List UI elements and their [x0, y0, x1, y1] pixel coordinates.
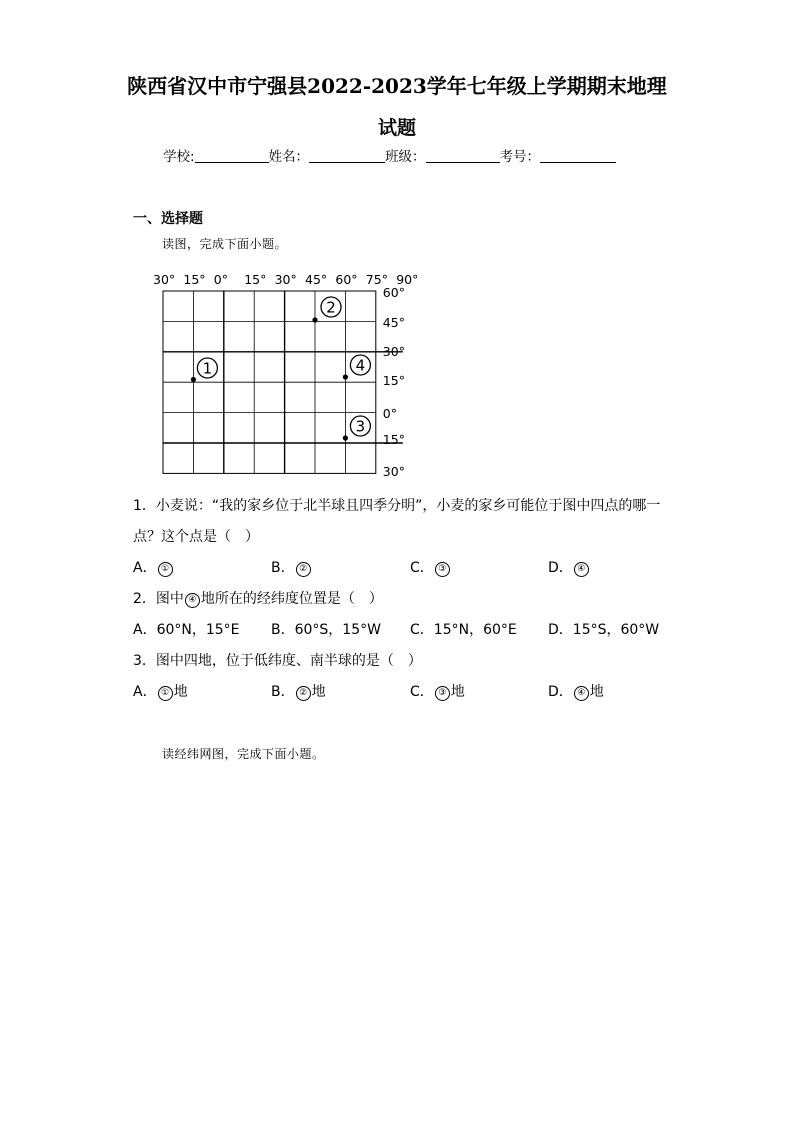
q2-option-c[interactable]: C．15°N，60°E — [410, 622, 517, 638]
lat-lon-grid-figure — [150, 268, 440, 483]
school-blank[interactable] — [195, 148, 269, 163]
question-2: 2．图中 ④ 地所在的经纬度位置是（ ） — [133, 591, 383, 607]
latitude-label: 45° — [382, 315, 405, 330]
name-blank[interactable] — [309, 148, 385, 163]
point-dot-3 — [343, 435, 348, 440]
q1-option-a[interactable]: A． ① — [133, 557, 174, 577]
school-label: 学校: — [163, 149, 195, 165]
point-dot-2 — [312, 317, 317, 322]
question-1-line1: 1．小麦说：“我的家乡位于北半球且四季分明”，小麦的家乡可能位于图中四点的哪一 — [133, 498, 661, 514]
longitude-label: 75° — [365, 272, 388, 287]
longitude-label: 30° — [153, 272, 176, 287]
q3-option-b[interactable]: B． ② 地 — [271, 684, 326, 700]
question-1-line2: 点？这个点是（ ） — [133, 529, 259, 545]
point-label-1: 1 — [202, 359, 213, 378]
point-label-4: 4 — [355, 356, 366, 375]
instruction-1: 读图，完成下面小题。 — [162, 237, 288, 251]
longitude-label: 0° — [213, 272, 229, 287]
q2-option-d[interactable]: D．15°S，60°W — [548, 622, 660, 638]
longitude-label: 15° — [183, 272, 206, 287]
longitude-label: 90° — [396, 272, 419, 287]
point-dot-4 — [343, 374, 348, 379]
latitude-label: 15° — [382, 373, 405, 388]
question-3: 3．图中四地，位于低纬度、南半球的是（ ） — [133, 653, 422, 669]
latitude-label: 0° — [382, 406, 398, 421]
q1-option-c[interactable]: C． ③ — [410, 557, 451, 577]
q3-option-c[interactable]: C． ③ 地 — [410, 684, 465, 700]
name-label: 姓名： — [268, 149, 310, 165]
q1-option-d[interactable]: D． ④ — [548, 557, 590, 577]
q2-option-a[interactable]: A．60°N，15°E — [133, 622, 240, 638]
exam-no-label: 考号： — [499, 149, 541, 165]
q2-option-b[interactable]: B．60°S，15°W — [271, 622, 381, 638]
q1-option-b[interactable]: B． ② — [271, 557, 312, 577]
latitude-label: 15° — [382, 432, 405, 447]
latitude-label: 30° — [382, 464, 405, 479]
longitude-label: 30° — [274, 272, 297, 287]
student-info-row — [163, 145, 616, 165]
q3-option-a[interactable]: A． ① 地 — [133, 684, 188, 700]
longitude-label: 15° — [244, 272, 267, 287]
longitude-label: 60° — [335, 272, 358, 287]
point-label-2: 2 — [326, 298, 336, 317]
point-label-3: 3 — [355, 417, 366, 436]
exam-no-blank[interactable] — [540, 148, 616, 163]
longitude-label: 45° — [305, 272, 328, 287]
latitude-label: 30° — [382, 344, 405, 359]
point-dot-1 — [191, 377, 196, 382]
q3-option-d[interactable]: D． ④ 地 — [548, 684, 604, 700]
exam-title-line1: 陕西省汉中市宁强县2022-2023学年七年级上学期期末地理 — [127, 74, 667, 98]
section-title: 一、选择题 — [133, 211, 203, 227]
exam-title-line2: 试题 — [377, 117, 416, 139]
latitude-label: 60° — [382, 285, 405, 300]
class-label: 班级： — [385, 149, 426, 165]
class-blank[interactable] — [426, 148, 500, 163]
instruction-2: 读经纬网图，完成下面小题。 — [162, 747, 325, 761]
